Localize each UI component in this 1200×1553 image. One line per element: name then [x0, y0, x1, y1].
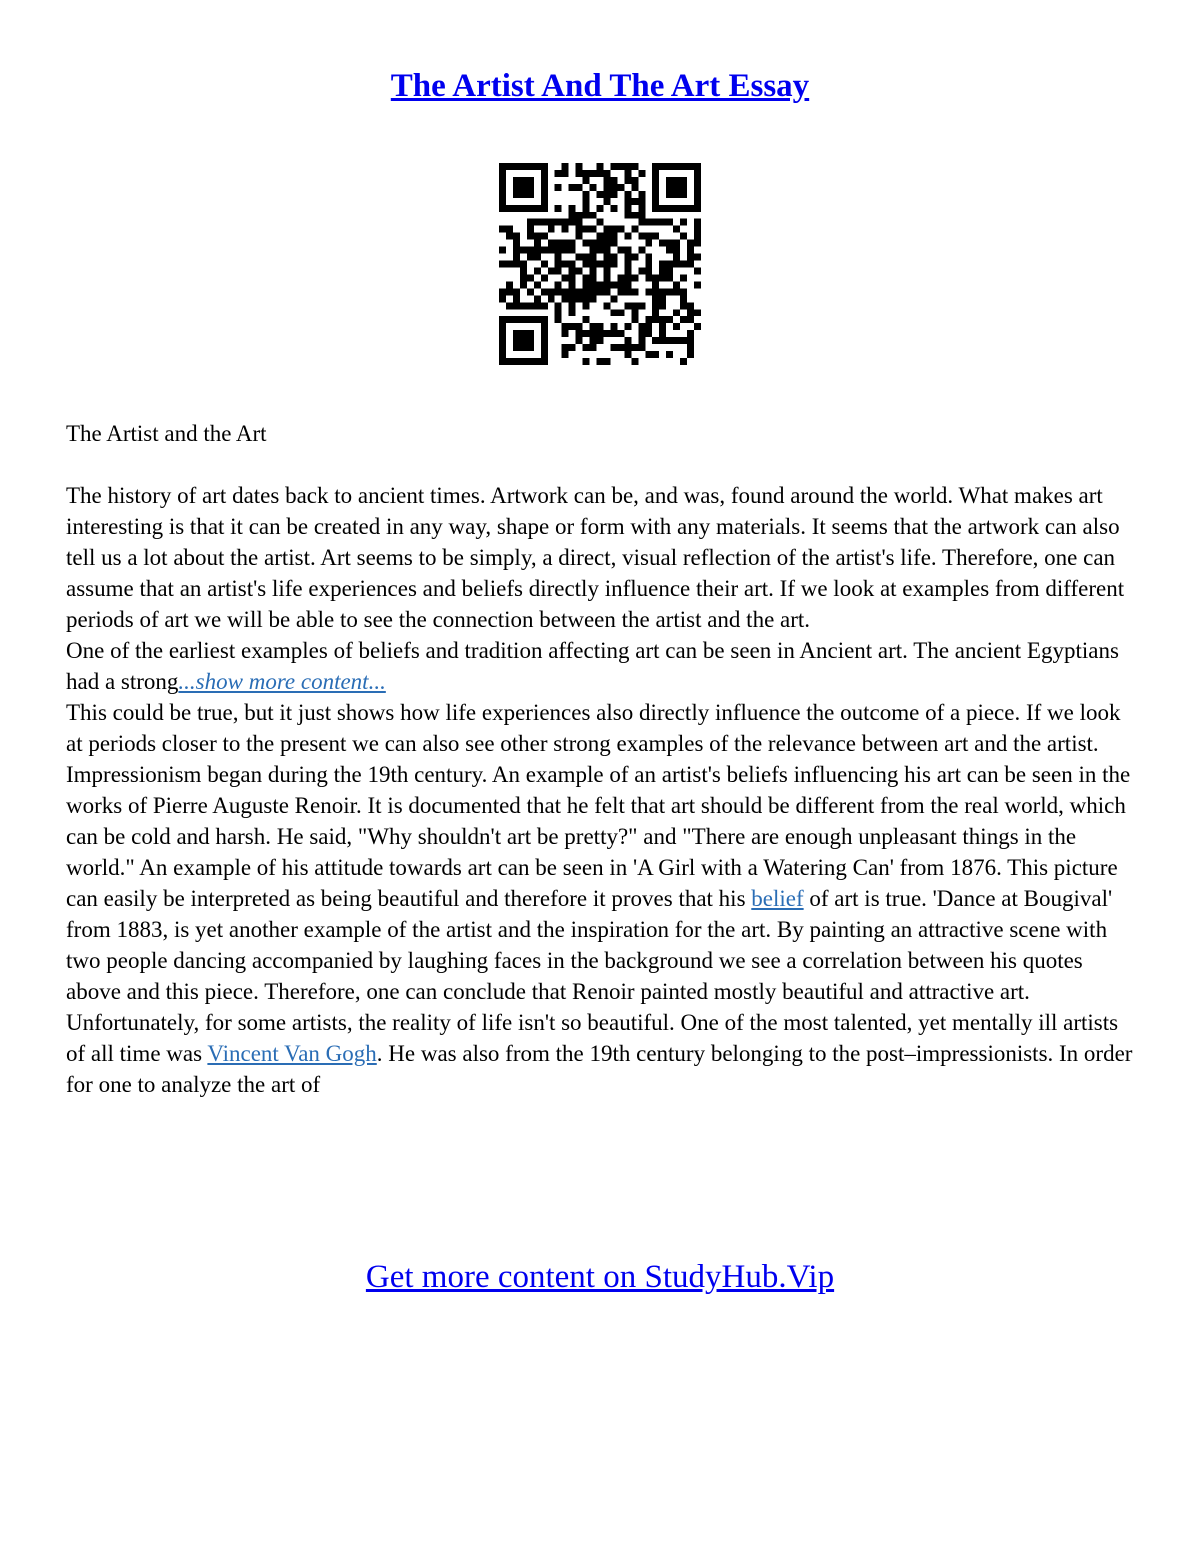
qr-code-icon [499, 163, 701, 365]
essay-paragraph [66, 1007, 1136, 1100]
essay-paragraph: This could be true, but it just shows how life experiences also directly influence the outcome of a piece. If we look at periods closer to the present we can also see other strong examples of the relevance between art and the artist. [66, 700, 1121, 756]
belief-link[interactable]: belief [751, 886, 804, 911]
essay-paragraph [66, 635, 1136, 697]
essay-paragraph [66, 759, 1136, 1007]
essay-paragraph: The history of art dates back to ancient times. Artwork can be, and was, found around the world. What makes art interesting is that it can be created in any way, shape or form with any materials. It seems that the artwork can also tell us a lot about the artist. Art seems to be simply, a direct, visual reflection of the artist's life. Therefore, one can assume that an artist's life experiences and beliefs directly influence their art. If we look at examples from different periods of art we will be able to see the connection between the artist and the art. [66, 483, 1125, 632]
studyhub-link[interactable]: Get more content on StudyHub.Vip [365, 1259, 835, 1295]
essay-subtitle: The Artist and the Art [66, 421, 267, 446]
paragraph-text: . He was also from the 19th century belonging to the post–impressionists. In order for one to analyze the art of [66, 1041, 1133, 1097]
paragraph-text: One of the earliest examples of beliefs and tradition affecting art can be seen in Ancient art. The ancient Egyptians had a strong [66, 638, 1119, 694]
essay-body [66, 418, 1136, 1100]
footer [0, 1257, 1200, 1297]
show-more-link[interactable]: ...show more content... [178, 669, 386, 694]
van-gogh-link[interactable]: Vincent Van Gogh [207, 1041, 377, 1066]
paragraph-text: of art is true. 'Dance at Bougival' from 1883, is yet another example of the artist and the inspiration for the art. By painting an attractive scene with two people dancing accompanied by laughing faces in the background we see a correlation between his quotes above and this piece. Therefore, one can conclude that Renoir painted mostly beautiful and attractive art. [66, 886, 1113, 1004]
title-link[interactable]: The Artist And The Art Essay [390, 68, 810, 104]
paragraph-text: Impressionism began during the 19th century. An example of an artist's beliefs influencing his art can be seen in the works of Pierre Auguste Renoir. It is documented that he felt that art should be different from the real world, which can be cold and harsh. He said, "Why shouldn't art be pretty?" and "There are enough unpleasant things in the world." An example of his attitude towards art can be seen in 'A Girl with a Watering Can' from 1876. This picture can easily be interpreted as being beautiful and therefore it proves that his [66, 762, 1131, 911]
page-title [0, 66, 1200, 106]
paragraph-text: Unfortunately, for some artists, the reality of life isn't so beautiful. One of the most talented, yet mentally ill artists of all time was [66, 1010, 1119, 1066]
